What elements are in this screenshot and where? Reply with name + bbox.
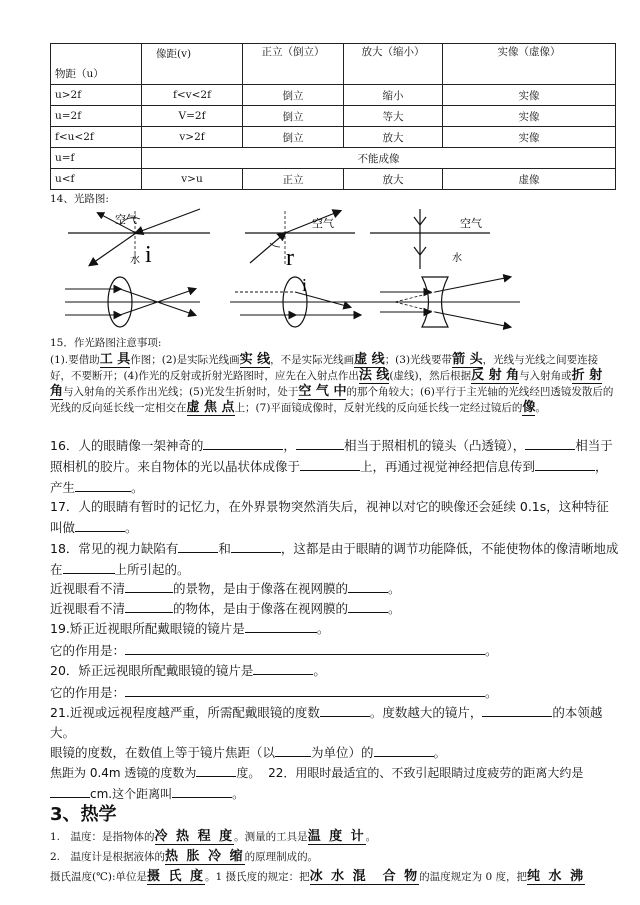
- heat-item-3: 摄氏温度(℃):单位是摄 氏 度。1 摄氏度的规定：把冰 水 混 合 物的温度规定为 0 度，把纯 水 沸: [50, 869, 586, 884]
- svg-text:水: 水: [130, 255, 140, 266]
- cell-orient: 倒立: [243, 85, 344, 106]
- blank[interactable]: [196, 762, 236, 777]
- question-21-line-3: 眼镜的度数，在数值上等于镜片焦距（以 为单位）的 。: [50, 742, 620, 763]
- section-15-body: (1).要借助工 具作图；(2)是实际光线画实 线，不是实际光线画虚 线；(3)光线要带箭 头，光线与光线之间要连接好，不要断开；(4)作光的反射或折射光路图时，应先在入射点作出法 线(虚线)，然后根据反 射 角与入射角或折 射 角与入射角的关系作出光线；(5)光发生折射时，处于空 气 中的那个角较大；(6)平行于主光轴的光线经凹透镜发散后的光线的反向延长线一定相交在虚 焦 点上；(7)平面镜成像时，反射光线的反向延长线一定经过镜后的像。: [50, 352, 614, 415]
- cell-mag: 缩小: [344, 85, 443, 106]
- diagram-refraction-1: [68, 209, 210, 268]
- cell-mag: 放大: [344, 169, 443, 190]
- diagram-convex-lens-1: [65, 277, 200, 327]
- cell-u: u=f: [51, 148, 142, 169]
- question-19: 19.矫正近视眼所配戴眼镜的镜片是 。: [50, 618, 620, 639]
- cell-mag: 放大: [344, 127, 443, 148]
- blank[interactable]: [300, 456, 360, 471]
- header-magnification: 放大（缩小）: [344, 44, 443, 85]
- question-18: 18．常见的视力缺陷有 和 ，这都是由于眼睛的调节功能降低，不能使物体的像清晰地成在 上所引起的。: [50, 538, 620, 580]
- cell-u: u=2f: [51, 106, 142, 127]
- question-18-line-2: 近视眼看不清 的物体，是由于像落在视网膜的 。: [50, 598, 620, 619]
- cell-merged: 不能成像: [142, 148, 616, 169]
- blank[interactable]: [75, 477, 131, 492]
- diagram-concave-lens: [370, 277, 520, 327]
- cell-v: v>u: [142, 169, 243, 190]
- cell-u: u<f: [51, 169, 142, 190]
- heat-item-1: 1. 温度：是指物体的冷 热 程 度。测量的工具是温 度 计。: [50, 829, 377, 844]
- svg-text:空气: 空气: [312, 217, 334, 230]
- svg-text:水: 水: [452, 253, 462, 264]
- blank[interactable]: [525, 435, 575, 450]
- cell-u: u>2f: [51, 85, 142, 106]
- table-row: [51, 127, 616, 148]
- blank[interactable]: [535, 456, 595, 471]
- heat-item-2: 2. 温度计是根据液体的热 胀 冷 缩的原理制成的。: [50, 849, 319, 864]
- blank[interactable]: [172, 783, 232, 798]
- section-14-heading: 14、光路图:: [50, 193, 109, 205]
- blank[interactable]: [296, 435, 344, 450]
- section-15-title: 15．作光路图注意事项:: [50, 337, 162, 349]
- cell-orient: 正立: [243, 169, 344, 190]
- lens-imaging-table: [50, 43, 616, 190]
- blank[interactable]: [253, 660, 313, 675]
- blank[interactable]: [63, 559, 115, 574]
- cell-v: V=2f: [142, 106, 243, 127]
- table-row: [51, 148, 616, 169]
- diagram-normal-incidence: [370, 209, 490, 269]
- question-20-line-2: 它的作用是： 。: [50, 682, 620, 703]
- question-17: 17．人的眼睛有暂时的记忆力，在外界景物突然消失后，视神以对它的映像还会延续 0.1s，这种特征叫做 。: [50, 499, 609, 535]
- cell-v: v>2f: [142, 127, 243, 148]
- cell-orient: 倒立: [243, 106, 344, 127]
- blank[interactable]: [482, 702, 552, 717]
- blank[interactable]: [50, 783, 90, 798]
- header-image-distance: 像距(v): [142, 44, 243, 85]
- cell-v: f<v<2f: [142, 85, 243, 106]
- cell-type: 虚像: [443, 169, 616, 190]
- cell-type: 实像: [443, 85, 616, 106]
- table-row: [51, 85, 616, 106]
- svg-text:i: i: [145, 242, 152, 268]
- blank[interactable]: [374, 742, 434, 757]
- question-21-line-4: 焦距为 0.4m 透镜的度数为 度。 22．用眼时最适宜的、不致引起眼睛过度疲劳的距离大约是cm.这个距离叫 。: [50, 762, 620, 804]
- table-row: [51, 106, 616, 127]
- table-row: [51, 169, 616, 190]
- question-16: 16．人的眼睛像一架神奇的 ， 相当于照相机的镜头（凸透镜）， 相当于照相机的胶片。来自物体的光以晶状体成像于 上，再通过视觉神经把信息传到 ，产生 。: [50, 435, 620, 498]
- blank[interactable]: [125, 598, 173, 613]
- cell-orient: 倒立: [243, 127, 344, 148]
- header-object-distance: 物距（u）: [51, 44, 142, 85]
- blank[interactable]: [125, 682, 485, 697]
- section-3-heading: 3、热学: [50, 804, 117, 825]
- cell-type: 实像: [443, 127, 616, 148]
- question-20: 20．矫正远视眼所配戴眼镜的镜片是 。: [50, 660, 620, 681]
- blank[interactable]: [320, 702, 370, 717]
- blank[interactable]: [178, 538, 218, 553]
- cell-mag: 等大: [344, 106, 443, 127]
- cell-type: 实像: [443, 106, 616, 127]
- question-18-line-1: 近视眼看不清 的景物，是由于像落在视网膜的 。: [50, 578, 620, 599]
- svg-text:空气: 空气: [460, 217, 482, 230]
- blank[interactable]: [348, 598, 388, 613]
- blank[interactable]: [245, 618, 317, 633]
- svg-text:r: r: [286, 245, 294, 271]
- cell-u: f<u<2f: [51, 127, 142, 148]
- blank[interactable]: [125, 578, 173, 593]
- svg-text:空气: 空气: [115, 213, 137, 226]
- header-orientation: 正立（倒立）: [243, 44, 344, 85]
- blank[interactable]: [203, 435, 283, 450]
- light-path-diagrams: [50, 207, 610, 332]
- blank[interactable]: [231, 538, 281, 553]
- header-image-type: 实像（虚像）: [443, 44, 616, 85]
- blank[interactable]: [348, 578, 388, 593]
- question-21: 21.近视或远视程度越严重，所需配戴眼镜的度数 。度数越大的镜片， 的本领越大。: [50, 702, 620, 743]
- blank[interactable]: [275, 742, 311, 757]
- table-header-row: [51, 44, 616, 85]
- svg-text:i: i: [302, 275, 308, 295]
- diagram-convex-lens-2: [230, 275, 370, 327]
- diagram-refraction-2: [245, 211, 355, 271]
- blank[interactable]: [125, 640, 485, 655]
- blank[interactable]: [75, 517, 125, 532]
- question-19-line-2: 它的作用是： 。: [50, 640, 620, 661]
